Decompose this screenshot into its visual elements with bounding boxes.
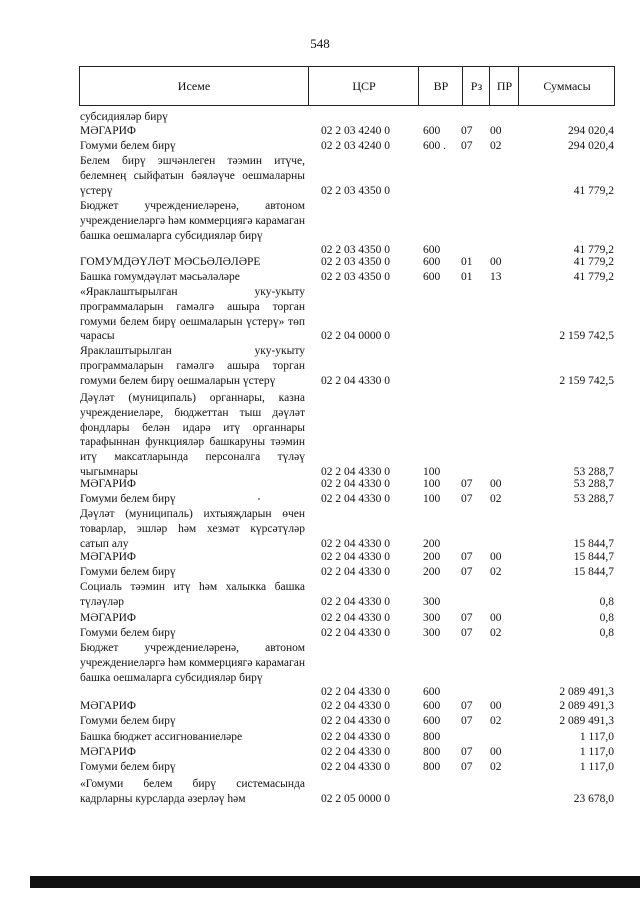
row-sum: 1 117,0 xyxy=(579,731,614,743)
table-row xyxy=(80,110,620,125)
row-vr: 300 xyxy=(423,612,441,624)
row-sum: 2 089 491,3 xyxy=(559,715,614,727)
row-rz: 07 xyxy=(461,700,473,712)
row-name: «Гомуми белем бирү системасында кадрларны курсларда әзерләү һәм xyxy=(80,778,305,805)
page-number: 548 xyxy=(310,36,330,51)
row-vr: 100 xyxy=(423,466,441,478)
row-vr: 600 xyxy=(423,715,441,727)
row-rz: 01 xyxy=(461,256,473,268)
row-vr: 600 xyxy=(423,256,441,268)
row-name: МӘГАРИФ xyxy=(80,551,137,563)
row-pr: 02 xyxy=(490,715,502,727)
row-csr: 02 2 04 4330 0 xyxy=(321,537,390,550)
table-row xyxy=(80,714,620,729)
row-name: «Яраклаштырылган уку-укыту программаларын гамәлгә ашыра торган гомуми белем бирү оешмаларын үстерү» төп чарасы xyxy=(80,286,305,343)
row-sum: 15 844,7 xyxy=(573,566,614,578)
header-csr: ЦСР xyxy=(308,67,419,105)
row-csr: 02 2 04 4330 0 xyxy=(321,746,390,758)
row-name: Яраклаштырылган уку-укыту программаларын гамәлгә ашыра торган гомуми белем бирү оешмаларын үстерү xyxy=(80,345,305,387)
row-name: ГОМУМДӘҮЛӘТ МӘСЬӘЛӘЛӘРЕ xyxy=(80,256,261,268)
row-name: МӘГАРИФ xyxy=(80,612,137,624)
row-csr: 02 2 04 4330 0 xyxy=(321,761,390,773)
row-name: Башка бюджет ассигнованиеләре xyxy=(80,731,243,743)
row-sum: 15 844,7 xyxy=(573,551,614,563)
table-row xyxy=(80,595,620,610)
row-sum: 53 288,7 xyxy=(573,478,614,490)
row-sum: 23 678,0 xyxy=(573,792,614,805)
row-pr: 02 xyxy=(490,627,502,639)
row-sum: 1 117,0 xyxy=(579,746,614,758)
table-row xyxy=(80,760,620,775)
header-pr: ПР xyxy=(489,67,519,105)
row-name: Гомуми белем бирү xyxy=(80,627,176,639)
row-name: Дәүләт (муниципаль) органнары, казна учреждениеләре, бюджеттан тыш дәүләт фондлары белән идарә итү органнары тарафыннан функцияләр башкаруны тәэмин итү максатларында персоналга түләү чыгымнары xyxy=(80,392,305,478)
row-vr: 600 . xyxy=(423,140,446,152)
row-name: Бюджет учреждениеләренә, автоном учреждениеләргә һәм коммерциягә карамаган башка оешмаларга субсидияләр бирү xyxy=(80,200,305,242)
row-name: Гомуми белем бирү xyxy=(80,761,176,773)
row-sum: 294 020,4 xyxy=(568,140,614,152)
row-vr: 600 xyxy=(423,700,441,712)
row-pr: 00 xyxy=(490,551,502,563)
row-rz: 07 xyxy=(461,125,473,137)
table-row xyxy=(80,550,620,565)
row-csr: 02 2 03 4350 0 xyxy=(321,244,390,257)
row-name: Белем бирү эшчәнлеген тәэмин итүче, белемнең сыйфатын бәяләүче оешмаларны үстерү xyxy=(80,155,305,197)
row-name: субсидияләр бирү xyxy=(80,111,168,123)
row-csr: 02 2 04 4330 0 xyxy=(321,627,390,639)
row-pr: 00 xyxy=(490,746,502,758)
row-name: Дәүләт (муниципаль) ихтыяҗларын өчен товарлар, эшләр һәм хезмәт күрсәтүләр сатып алу xyxy=(80,508,305,550)
row-name: Гомуми белем бирү xyxy=(80,140,176,152)
row-vr: 600 xyxy=(423,125,441,137)
scan-speck xyxy=(258,498,260,500)
row-rz: 07 xyxy=(461,627,473,639)
row-rz: 07 xyxy=(461,761,473,773)
row-vr: 600 xyxy=(423,244,441,257)
row-vr: 200 xyxy=(423,566,441,578)
table-header xyxy=(79,66,615,106)
header-vr: ВР xyxy=(418,67,463,105)
table-row xyxy=(80,745,620,760)
row-vr: 100 xyxy=(423,493,441,505)
row-csr: 02 2 04 4330 0 xyxy=(321,493,390,505)
scan-border xyxy=(30,876,640,888)
row-csr: 02 2 04 4330 0 xyxy=(321,374,390,387)
row-name: Башка гомумдәүләт мәсьәләләре xyxy=(80,271,240,283)
row-vr: 800 xyxy=(423,746,441,758)
row-sum: 2 159 742,5 xyxy=(559,374,614,387)
row-name: Гомуми белем бирү xyxy=(80,493,176,505)
row-csr: 02 2 03 4350 0 xyxy=(321,271,390,283)
row-csr: 02 2 04 4330 0 xyxy=(321,686,390,699)
row-sum: 41 779,2 xyxy=(573,244,614,257)
row-name: МӘГАРИФ xyxy=(80,478,137,490)
row-csr: 02 2 04 4330 0 xyxy=(321,715,390,727)
row-vr: 600 xyxy=(423,271,441,283)
row-csr: 02 2 04 4330 0 xyxy=(321,612,390,624)
row-name: МӘГАРИФ xyxy=(80,125,137,137)
row-rz: 07 xyxy=(461,612,473,624)
row-name: Социаль тәэмин итү һәм халыкка башка түләүләр xyxy=(80,581,305,608)
table-row xyxy=(80,255,620,270)
row-rz: 07 xyxy=(461,746,473,758)
row-csr: 02 2 04 4330 0 xyxy=(321,566,390,578)
header-sum: Суммасы xyxy=(518,67,615,105)
row-pr: 00 xyxy=(490,612,502,624)
table-row xyxy=(80,626,620,641)
row-rz: 07 xyxy=(461,715,473,727)
row-pr: 02 xyxy=(490,493,502,505)
row-sum: 2 159 742,5 xyxy=(559,330,614,343)
row-name: Гомуми белем бирү xyxy=(80,715,176,727)
row-vr: 600 xyxy=(423,686,441,699)
row-pr: 00 xyxy=(490,256,502,268)
table-row xyxy=(80,184,620,199)
row-name: Бюджет учреждениеләренә, автоном учреждениеләргә һәм коммерциягә карамаган башка оешмаларга субсидияләр бирү xyxy=(80,642,305,684)
row-name: МӘГАРИФ xyxy=(80,700,137,712)
header-rz: Рз xyxy=(462,67,490,105)
row-sum: 41 779,2 xyxy=(573,256,614,268)
row-csr: 02 2 03 4350 0 xyxy=(321,184,390,197)
row-rz: 07 xyxy=(461,566,473,578)
table-row xyxy=(80,124,620,139)
row-csr: 02 2 03 4350 0 xyxy=(321,256,390,268)
header-name: Исеме xyxy=(177,78,211,93)
row-sum: 0,8 xyxy=(599,595,614,608)
row-sum: 41 779,2 xyxy=(573,271,614,283)
table-row xyxy=(80,139,620,154)
row-sum: 2 089 491,3 xyxy=(559,700,614,712)
row-rz: 07 xyxy=(461,493,473,505)
table-row xyxy=(80,477,620,492)
table-row xyxy=(80,611,620,626)
row-rz: 07 xyxy=(461,140,473,152)
row-sum: 15 844,7 xyxy=(573,537,614,550)
row-pr: 00 xyxy=(490,700,502,712)
row-sum: 53 288,7 xyxy=(573,493,614,505)
table-row xyxy=(80,270,620,285)
row-sum: 2 089 491,3 xyxy=(559,686,614,699)
row-vr: 100 xyxy=(423,478,441,490)
row-csr: 02 2 04 4330 0 xyxy=(321,700,390,712)
row-sum: 0,8 xyxy=(599,627,614,639)
table-row xyxy=(80,792,620,807)
row-name: Гомуми белем бирү xyxy=(80,566,176,578)
row-csr: 02 2 03 4240 0 xyxy=(321,125,390,137)
row-pr: 02 xyxy=(490,566,502,578)
table-row xyxy=(80,374,620,389)
row-pr: 13 xyxy=(490,271,502,283)
row-csr: 02 2 04 4330 0 xyxy=(321,466,390,478)
row-csr: 02 2 05 0000 0 xyxy=(321,792,390,805)
row-csr: 02 2 03 4240 0 xyxy=(321,140,390,152)
row-vr: 300 xyxy=(423,627,441,639)
row-vr: 200 xyxy=(423,537,441,550)
table-row xyxy=(80,329,620,344)
row-sum: 1 117,0 xyxy=(579,761,614,773)
row-rz: 01 xyxy=(461,271,473,283)
row-pr: 00 xyxy=(490,125,502,137)
table-row xyxy=(80,565,620,580)
row-vr: 800 xyxy=(423,731,441,743)
row-csr: 02 2 04 4330 0 xyxy=(321,595,390,608)
row-rz: 07 xyxy=(461,551,473,563)
row-csr: 02 2 04 4330 0 xyxy=(321,551,390,563)
row-pr: 00 xyxy=(490,478,502,490)
row-csr: 02 2 04 4330 0 xyxy=(321,731,390,743)
row-vr: 200 xyxy=(423,551,441,563)
table-row xyxy=(80,492,620,507)
row-sum: 294 020,4 xyxy=(568,125,614,137)
row-vr: 800 xyxy=(423,761,441,773)
row-rz: 07 xyxy=(461,478,473,490)
row-sum: 0,8 xyxy=(599,612,614,624)
row-pr: 02 xyxy=(490,761,502,773)
row-vr: 300 xyxy=(423,595,441,608)
row-csr: 02 2 04 0000 0 xyxy=(321,330,390,343)
row-sum: 53 288,7 xyxy=(573,466,614,478)
row-name: МӘГАРИФ xyxy=(80,746,137,758)
table-row xyxy=(80,699,620,714)
row-csr: 02 2 04 4330 0 xyxy=(321,478,390,490)
row-pr: 02 xyxy=(490,140,502,152)
row-sum: 41 779,2 xyxy=(573,184,614,197)
table-row xyxy=(80,730,620,745)
